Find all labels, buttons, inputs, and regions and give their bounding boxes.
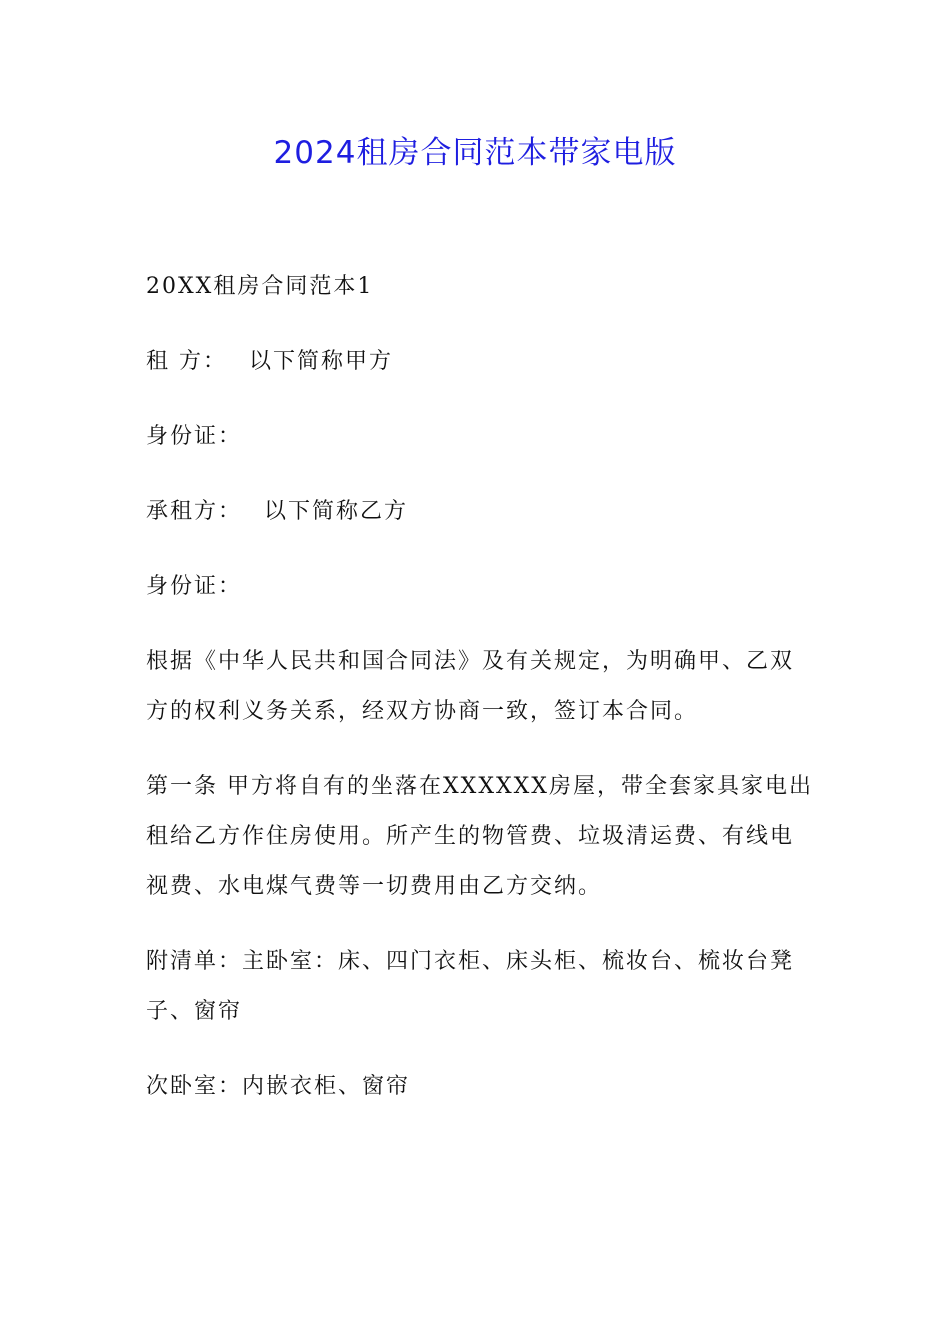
article-1-line: 视费、水电煤气费等一切费用由乙方交纳。 (146, 874, 603, 899)
lessor-value: 以下简称甲方 (249, 349, 394, 374)
contract-heading (146, 262, 806, 312)
article-1-paragraph (146, 762, 813, 912)
lessor-label: 租 方： (146, 349, 227, 374)
document-title: 2024租房合同范本带家电版 (273, 135, 677, 171)
document-body (146, 262, 813, 1137)
lessee-id-label: 身份证： (146, 574, 243, 599)
lessor-id-label: 身份证： (146, 424, 243, 449)
lessee-line (146, 487, 806, 537)
furniture-list-line: 附清单：主卧室：床、四门衣柜、床头柜、梳妆台、梳妆台凳 (146, 949, 795, 974)
intro-paragraph (146, 637, 806, 737)
lessee-id-line (146, 562, 806, 612)
lessor-id-line (146, 412, 806, 462)
intro-line: 方的权利义务关系，经双方协商一致，签订本合同。 (146, 699, 699, 724)
second-bedroom-text: 次卧室：内嵌衣柜、窗帘 (146, 1074, 411, 1099)
second-bedroom-line (146, 1062, 806, 1112)
article-1-line: 第一条 甲方将自有的坐落在XXXXXX房屋，带全套家具家电出 (146, 774, 813, 799)
lessee-label: 承租方： (146, 499, 243, 524)
article-1-line: 租给乙方作住房使用。所产生的物管费、垃圾清运费、有线电 (146, 824, 795, 849)
lessor-line (146, 337, 806, 387)
furniture-list-paragraph (146, 937, 806, 1037)
contract-heading-text: 20XX租房合同范本1 (146, 274, 374, 299)
intro-line: 根据《中华人民共和国合同法》及有关规定，为明确甲、乙双 (146, 649, 795, 674)
lessee-value: 以下简称乙方 (264, 499, 409, 524)
furniture-list-line: 子、窗帘 (146, 999, 243, 1024)
